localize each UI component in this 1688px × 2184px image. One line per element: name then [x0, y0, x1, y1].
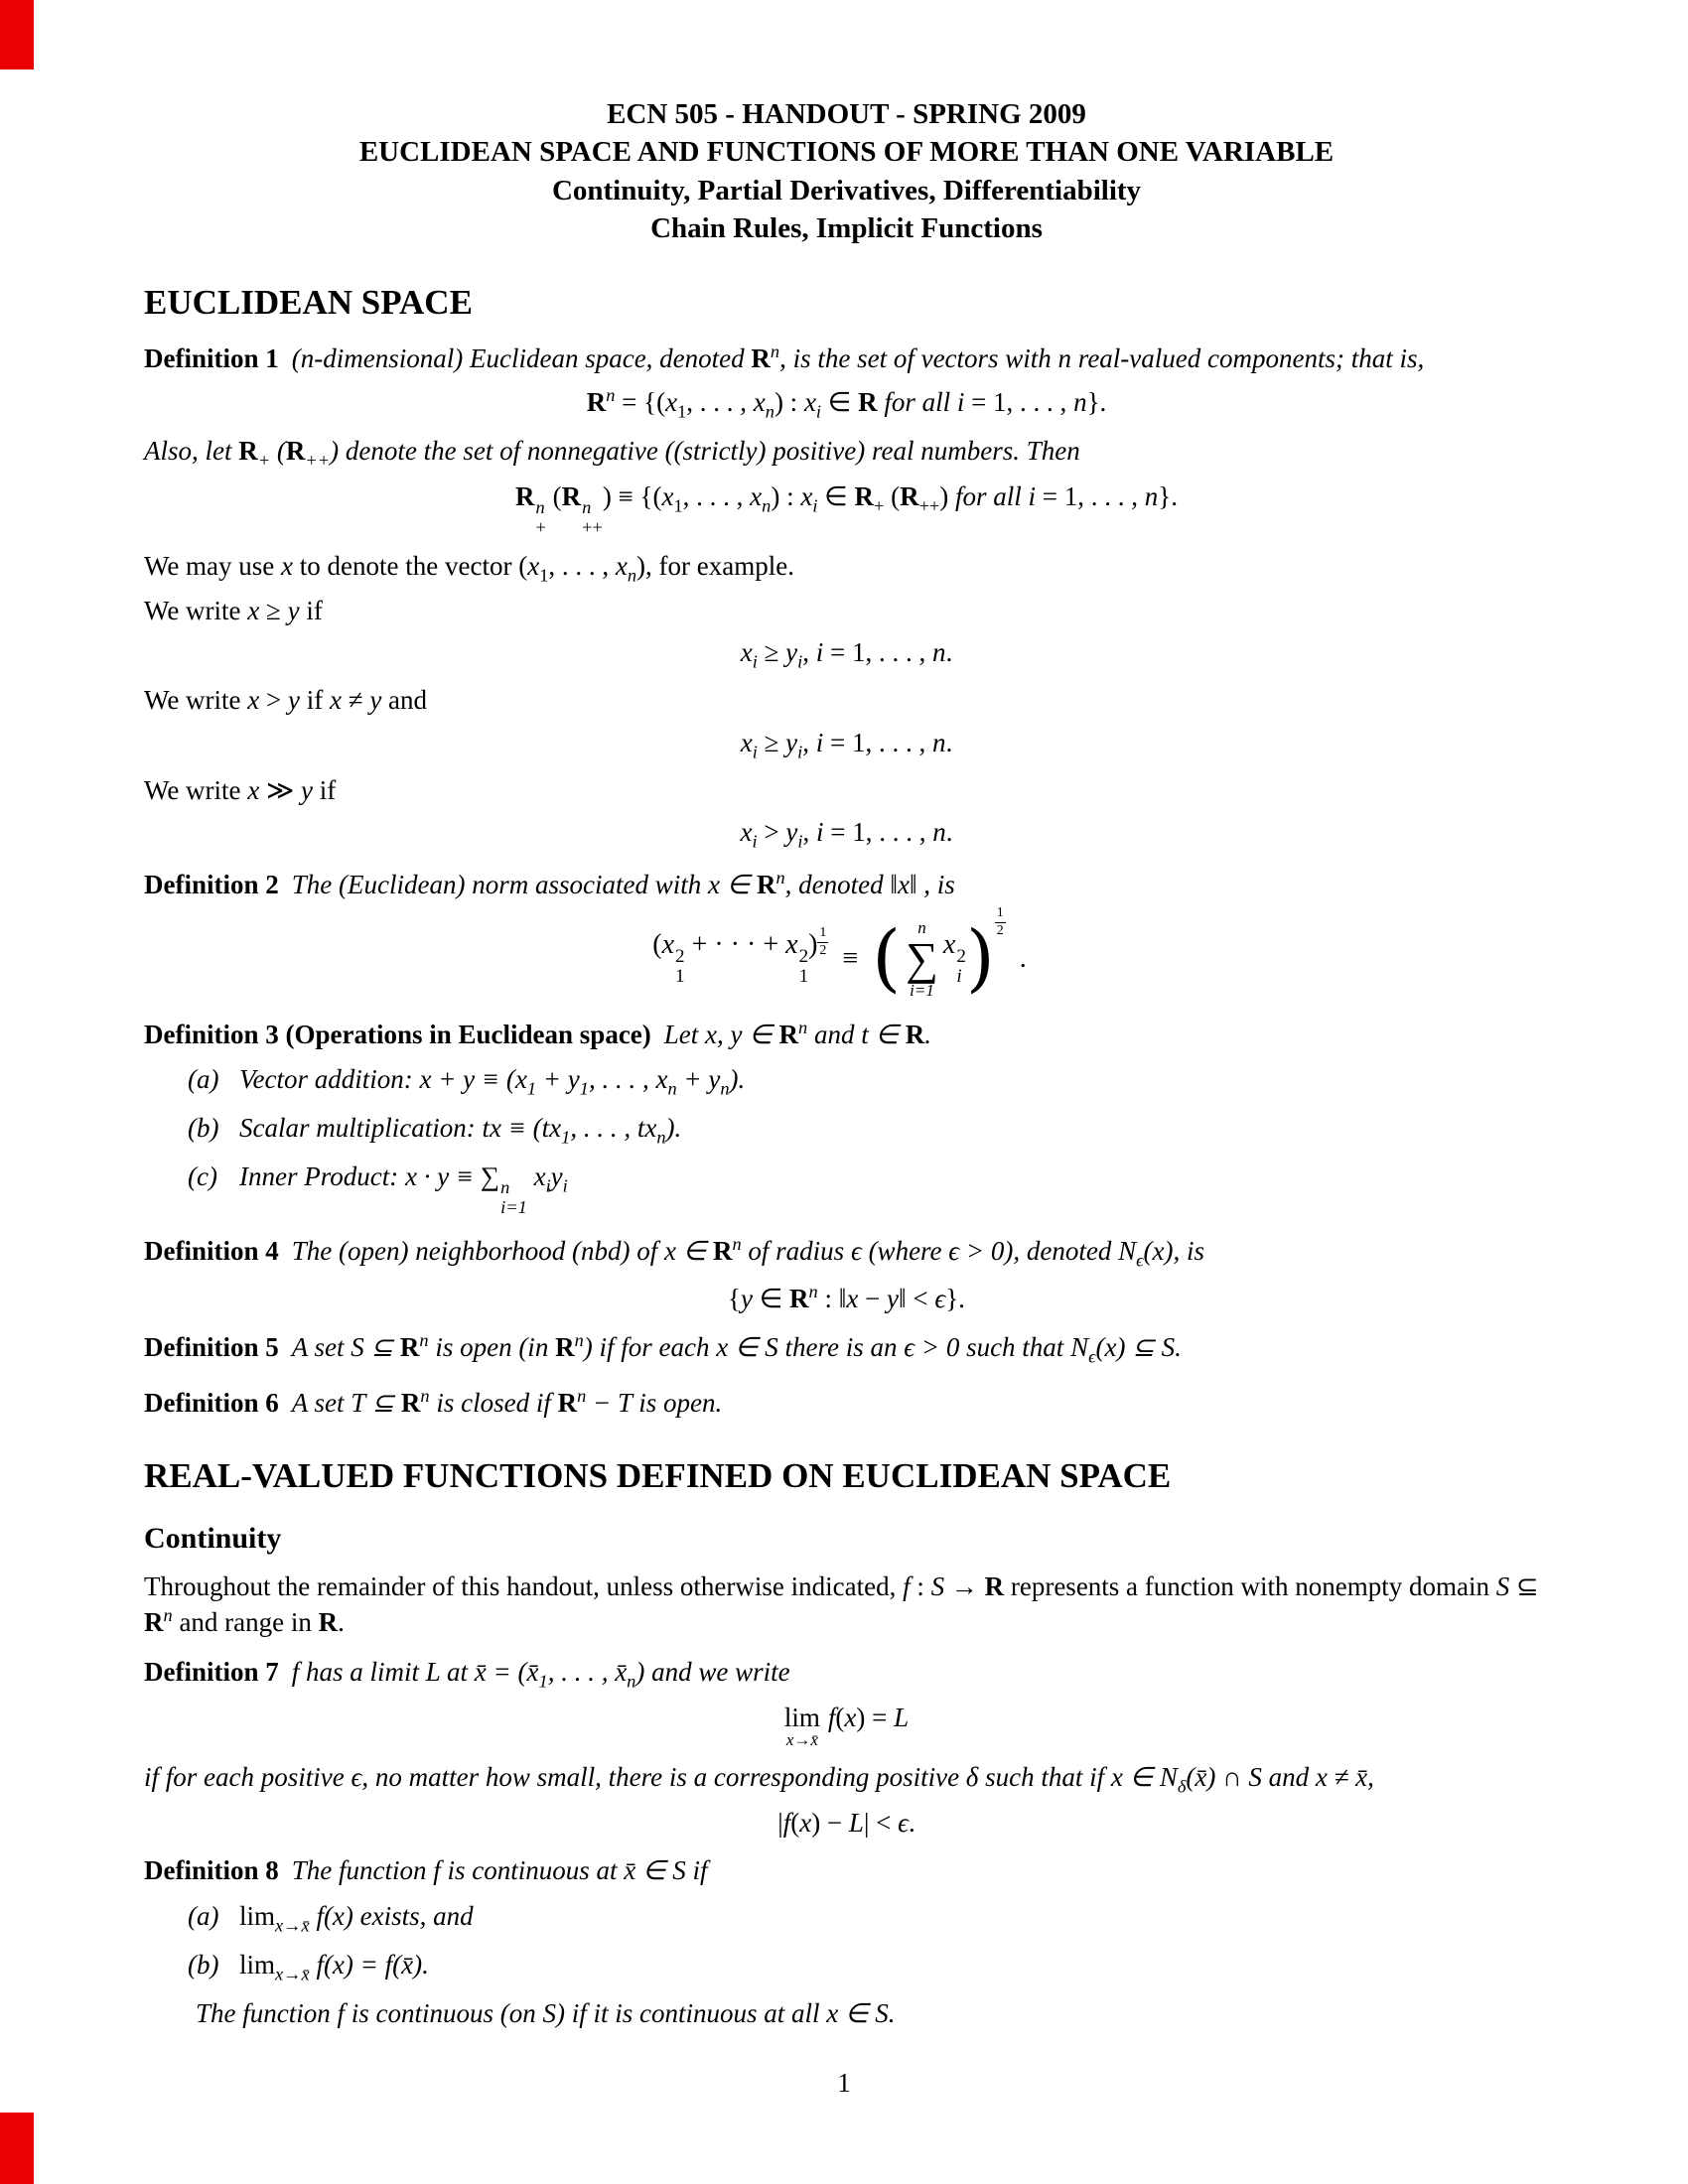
definition-7-label: Definition 7 [144, 1656, 279, 1687]
definition-3-body: Let x, y ∈ $R^n$ and t ∈ R. [663, 1017, 931, 1049]
page-content [144, 95, 1549, 2037]
paragraph-use-x: We may use x to denote the vector ($x_1$, . . . , $x_n$), for example. [144, 550, 794, 586]
definition-5-body: A set S ⊆ $R^n$ is open (in $R^n$) if for each x ∈ S there is an ϵ > 0 such that $N_\epsilon(x)$ ⊆ S. [291, 1330, 1182, 1367]
definition-5-label: Definition 5 [144, 1332, 279, 1363]
definition-1-also: Also, let $R_+$ $(R_{++})$ denote the set of nonnegative ((strictly) positive) real numbers. Then [144, 435, 1080, 470]
definition-4-body: The (open) neighborhood (nbd) of x ∈ $R^n$ of radius ϵ (where ϵ > 0), denoted $N_\epsilon(x)$, is [291, 1234, 1204, 1271]
page-number: 1 [837, 2068, 851, 2098]
definition-8-list [144, 1899, 1549, 1987]
norm-formula [144, 905, 1549, 1002]
norm-exponent-half: 1 2 [819, 925, 827, 958]
definition-3-list [144, 1062, 1549, 1218]
norm-left-expression: (x 2 1 + · · · + x 2 1 ) [652, 929, 818, 988]
big-left-paren: ( [872, 915, 902, 1002]
definition-7-condition: if for each positive ϵ, no matter how small, there is a corresponding positive δ such that if x ∈ $N_\delta(x̄)$ ∩ S and x ≠ x̄, [144, 1762, 1374, 1797]
list-item-scalar-multiplication: (b) Scalar multiplication: tx ≡ ($tx_1$, . . . , $tx_n$). [188, 1112, 682, 1148]
formula-period: . [1019, 942, 1027, 974]
list-item-limit-exists: (a) $\lim_{x\to x̄} f(x)$ exists, and [188, 1900, 474, 1935]
big-right-paren: ) [965, 915, 995, 1002]
list-item-vector-addition: (a) Vector addition: $x + y \equiv (x_1 + y_1$, . . . , $x_n + y_n$). [188, 1063, 746, 1098]
lim-operator: lim x→x̄ [783, 1703, 820, 1750]
formula-epsilon-bound: |f(x) − L| < ϵ. [777, 1808, 915, 1839]
list-item-limit-equals-value: (b) $\lim_{x\to x̄} f(x)$ = f(x̄). [188, 1949, 429, 1984]
definition-3-label: Definition 3 (Operations in Euclidean space) [144, 1019, 651, 1049]
limit-formula [144, 1703, 1549, 1749]
formula-neighborhood: {y ∈ $R^n$ : ‖x − y‖ < ϵ}. [728, 1282, 965, 1314]
definition-7-body: f has a limit L at x̄ = ($x̄_1$, . . . , $x̄_n$) and we write [291, 1656, 790, 1692]
section-heading-real-valued-functions: REAL-VALUED FUNCTIONS DEFINED ON EUCLIDEAN SPACE [144, 1455, 1172, 1495]
formula-geq: $x_i \ge y_i$, i = 1, . . . , n. [740, 637, 953, 672]
red-corner-top-left [0, 0, 34, 69]
definition-3 [144, 1017, 1549, 1052]
formula-rn-definition: $R^n = \{(x_1$, . . . , $x_n$) : $x_i$ ∈ R for all i = 1, . . . , n}. [586, 385, 1107, 422]
definition-6-body: A set T ⊆ $R^n$ is closed if $R^n - T$ is open. [291, 1385, 723, 1418]
formula-rn-plus-definition: R n + (R n ++ ) ≡ {($x_1$, . . . , $x_n$) : $x_i$ ∈ $R_+$ $(R_{++})$ for all i = 1, . . . , n}. [514, 480, 1178, 537]
title-line-3: Continuity, Partial Derivatives, Differentiability [551, 174, 1142, 206]
title-line-1: ECN 505 - HANDOUT - SPRING 2009 [607, 98, 1086, 130]
title-line-2: EUCLIDEAN SPACE AND FUNCTIONS OF MORE THAN ONE VARIABLE [358, 136, 1335, 169]
paragraph-continuity-intro: Throughout the remainder of this handout, unless otherwise indicated, f : S → R represents a function with nonempty domain S ⊆ $R^n$ and range in R. [144, 1570, 1539, 1637]
subsection-heading-continuity: Continuity [144, 1521, 282, 1555]
definition-8-label: Definition 8 [144, 1855, 279, 1886]
list-item-inner-product: (c) Inner Product: x · y ≡ ∑ n i=1 $x_iy_i$ [188, 1161, 568, 1218]
formula-gg: $x_i > y_i$, i = 1, . . . , n. [740, 817, 953, 852]
title-line-4: Chain Rules, Implicit Functions [650, 211, 1043, 244]
definition-2-label: Definition 2 [144, 870, 279, 900]
definition-6-label: Definition 6 [144, 1387, 279, 1418]
definition-1-body: (n-dimensional) Euclidean space, denoted $R^n$, is the set of vectors with n real-valued components; that is, [291, 341, 1425, 374]
definition-4 [144, 1233, 1549, 1273]
definition-8-closing: The function f is continuous (on S) if it is continuous at all x ∈ S. [196, 1998, 896, 2029]
definition-1 [144, 341, 1549, 376]
definition-6 [144, 1385, 1549, 1421]
red-corner-bottom-left [0, 2113, 34, 2184]
definition-7 [144, 1655, 1549, 1694]
summation-symbol: n ∑ i=1 [906, 917, 938, 1000]
definition-2 [144, 867, 1549, 902]
equivalence-sign: ≡ [842, 942, 859, 974]
formula-gt: $x_i \ge y_i$, i = 1, . . . , n. [740, 727, 953, 761]
sum-exponent-half: 1 2 [996, 905, 1004, 938]
summand-term: x 2 i [942, 929, 966, 988]
definition-8 [144, 1853, 1549, 1888]
definition-2-body: The (Euclidean) norm associated with x ∈ $R^n$, denoted ‖x‖ , is [291, 868, 955, 900]
definition-5 [144, 1329, 1549, 1369]
paragraph-write-gt: We write x > y if x ≠ y and [144, 685, 428, 716]
definition-4-label: Definition 4 [144, 1236, 279, 1266]
definition-8-body: The function f is continuous at x̄ ∈ S if [291, 1855, 708, 1886]
section-heading-euclidean-space: EUCLIDEAN SPACE [144, 283, 473, 323]
definition-1-label: Definition 1 [144, 343, 279, 374]
title-block [144, 95, 1549, 247]
lim-equation-rest: f(x) = L [827, 1703, 910, 1733]
paragraph-write-gg: We write x ≫ y if [144, 774, 337, 805]
paragraph-write-geq: We write x ≥ y if [144, 595, 323, 625]
